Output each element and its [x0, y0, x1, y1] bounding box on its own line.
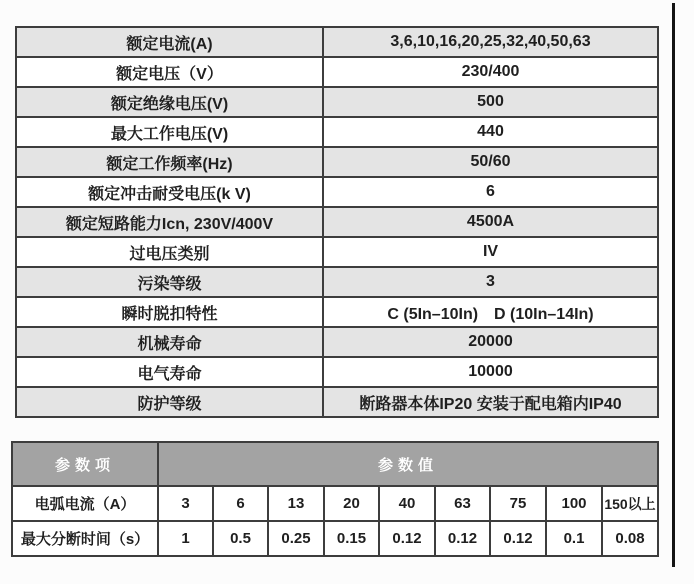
param-cell: 0.12: [379, 521, 435, 556]
spec-label: 额定绝缘电压(V): [16, 87, 323, 117]
spec-value: 20000: [323, 327, 658, 357]
param-cell: 63: [435, 486, 490, 521]
table-row: [16, 237, 658, 267]
table-row: [16, 357, 658, 387]
table-row: [16, 387, 658, 417]
param-cell: 100: [546, 486, 602, 521]
param-table: [11, 441, 659, 557]
table-row: [16, 297, 658, 327]
spec-label: 额定冲击耐受电压(k V): [16, 177, 323, 207]
spec-value: C (5In–10In) D (10In–14In): [323, 297, 658, 327]
spec-value: 3,6,10,16,20,25,32,40,50,63: [323, 27, 658, 57]
spec-label: 额定电流(A): [16, 27, 323, 57]
spec-value: 10000: [323, 357, 658, 387]
param-row-label: 最大分断时间（s）: [12, 521, 158, 556]
spec-label: 防护等级: [16, 387, 323, 417]
table-row: [16, 177, 658, 207]
spec-label: 瞬时脱扣特性: [16, 297, 323, 327]
param-cell: 0.12: [435, 521, 490, 556]
param-cell: 40: [379, 486, 435, 521]
param-cell: 0.08: [602, 521, 658, 556]
spec-label: 最大工作电压(V): [16, 117, 323, 147]
table-row: [12, 521, 658, 556]
spec-value: 6: [323, 177, 658, 207]
param-cell: 75: [490, 486, 546, 521]
spec-label: 电气寿命: [16, 357, 323, 387]
spec-label: 额定电压（V）: [16, 57, 323, 87]
param-cell: 150以上: [602, 486, 658, 521]
table-row: [12, 486, 658, 521]
spec-value: 500: [323, 87, 658, 117]
param-cell: 6: [213, 486, 268, 521]
spec-label: 过电压类别: [16, 237, 323, 267]
param-header-value: 参数值: [158, 442, 658, 486]
spec-value: 3: [323, 267, 658, 297]
spec-table: [15, 26, 659, 418]
param-row-label: 电弧电流（A）: [12, 486, 158, 521]
table-row: [16, 207, 658, 237]
param-table-body: [12, 442, 658, 556]
table-row: [16, 267, 658, 297]
spec-table-body: [16, 27, 658, 417]
param-cell: 13: [268, 486, 324, 521]
table-row: [16, 117, 658, 147]
param-header-item: 参数项: [12, 442, 158, 486]
param-cell: 0.1: [546, 521, 602, 556]
param-cell: 0.25: [268, 521, 324, 556]
spec-value: 440: [323, 117, 658, 147]
spec-value: IV: [323, 237, 658, 267]
spec-value: 230/400: [323, 57, 658, 87]
spec-value: 断路器本体IP20 安装于配电箱内IP40: [323, 387, 658, 417]
param-cell: 20: [324, 486, 379, 521]
param-cell: 1: [158, 521, 213, 556]
table-row: [16, 327, 658, 357]
table-row: [16, 147, 658, 177]
param-cell: 0.15: [324, 521, 379, 556]
spec-value: 4500A: [323, 207, 658, 237]
table-row: [16, 87, 658, 117]
right-edge-line: [672, 3, 675, 567]
table-row: [16, 57, 658, 87]
spec-label: 污染等级: [16, 267, 323, 297]
spec-label: 额定短路能力Icn, 230V/400V: [16, 207, 323, 237]
spec-value: 50/60: [323, 147, 658, 177]
param-header-row: [12, 442, 658, 486]
param-cell: 0.5: [213, 521, 268, 556]
spec-label: 额定工作频率(Hz): [16, 147, 323, 177]
spec-label: 机械寿命: [16, 327, 323, 357]
param-cell: 3: [158, 486, 213, 521]
param-cell: 0.12: [490, 521, 546, 556]
table-row: [16, 27, 658, 57]
